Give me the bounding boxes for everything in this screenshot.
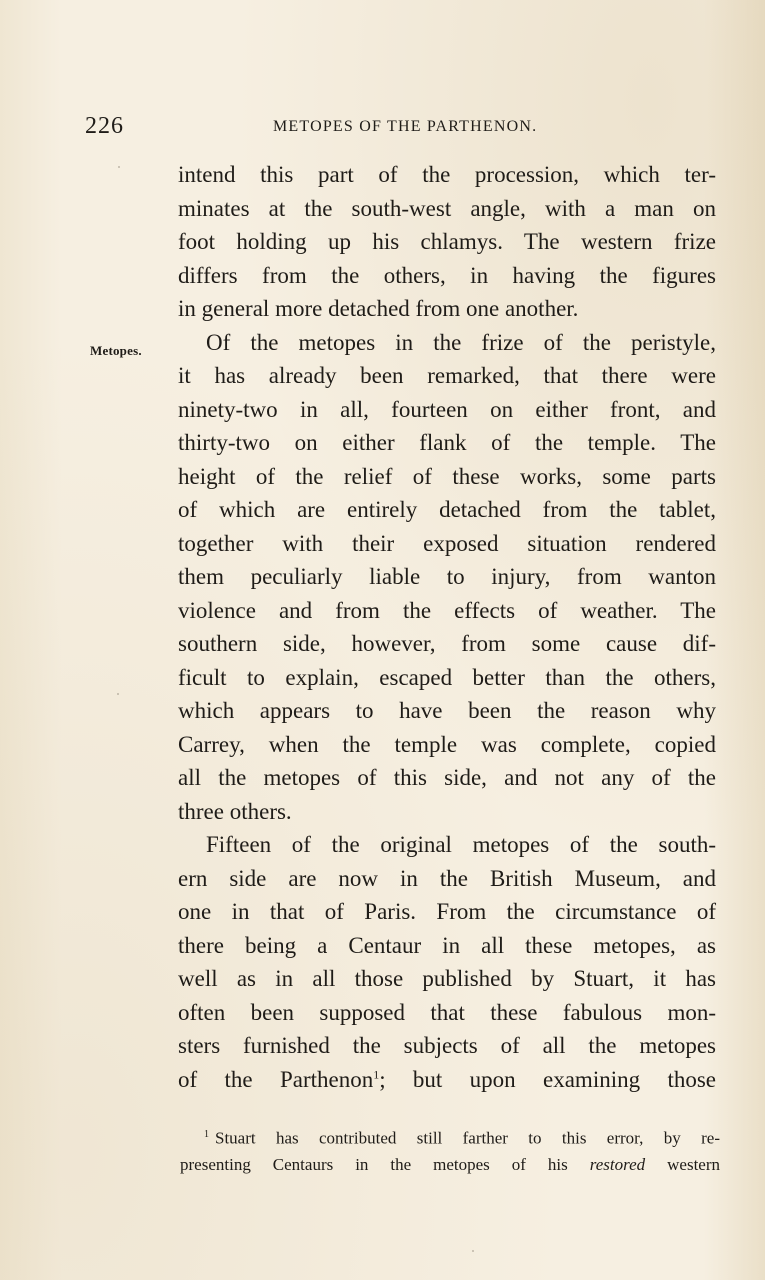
paper-speck — [472, 1250, 474, 1252]
body-line: well as in all those published by Stuart, it has — [178, 966, 716, 991]
body-line-text: of the Parthenon — [178, 1066, 374, 1092]
body-line: one in that of Paris. From the circumstance of — [178, 899, 716, 924]
body-line: it has already been remarked, that there were — [178, 363, 716, 388]
body-line: ninety-two in all, fourteen on either front, and — [178, 396, 716, 422]
body-line: southern side, however, from some cause dif- — [178, 631, 716, 656]
footnote-italic-text: restored — [589, 1155, 646, 1174]
body-line: Fifteen of the original metopes of the south- — [206, 832, 716, 857]
footnote-line — [180, 1120, 720, 1150]
paper-speck — [117, 693, 119, 695]
body-line: foot holding up his chlamys. The western frize — [178, 229, 716, 254]
footnote — [180, 1120, 720, 1180]
body-line: Carrey, when the temple was complete, copied — [178, 731, 716, 757]
body-line: of which are entirely detached from the tablet, — [178, 497, 716, 522]
body-line-text: ; but upon examining those — [379, 1066, 716, 1092]
body-line: them peculiarly liable to injury, from wanton — [178, 564, 716, 589]
body-line: all the metopes of this side, and not any of the — [178, 765, 716, 790]
marginal-note: Metopes. — [90, 343, 142, 358]
page-number: 226 — [85, 113, 124, 139]
footnote-line — [180, 1150, 720, 1180]
footnote-reference: 1 — [373, 1066, 380, 1081]
body-line: intend this part of the procession, which ter- — [178, 162, 716, 187]
running-title: METOPES OF THE PARTHENON. — [273, 118, 538, 135]
body-line: Of the metopes in the frize of the peristyle, — [206, 329, 716, 355]
body-line: often been supposed that these fabulous mon- — [178, 999, 716, 1025]
body-line: differs from the others, in having the figures — [178, 262, 716, 288]
body-line: which appears to have been the reason why — [178, 698, 716, 723]
footnote-text: western — [645, 1155, 721, 1174]
body-text — [178, 158, 716, 1096]
body-line: together with their exposed situation rendered — [178, 530, 716, 556]
footnote-text: presenting Centaurs in the metopes of his — [180, 1155, 590, 1174]
body-line: thirty-two on either flank of the temple. The — [178, 430, 716, 455]
body-line: in general more detached from one another. — [178, 296, 579, 321]
body-line-with-reference — [178, 1063, 716, 1097]
body-line: ern side are now in the British Museum, and — [178, 865, 716, 891]
body-line: minates at the south-west angle, with a man on — [178, 195, 716, 221]
page-header — [85, 113, 615, 141]
body-line: there being a Centaur in all these metopes, as — [178, 932, 716, 958]
body-line: three others. — [178, 798, 292, 824]
body-line: violence and from the effects of weather. The — [178, 597, 716, 623]
body-line: sters furnished the subjects of all the metopes — [178, 1033, 716, 1058]
footnote-marker: 1 — [204, 1129, 209, 1140]
footnote-text: Stuart has contributed still farther to this error, by re- — [215, 1128, 720, 1148]
body-line: height of the relief of these works, some parts — [178, 463, 716, 489]
paper-speck — [118, 166, 120, 168]
body-line: ficult to explain, escaped better than the others, — [178, 664, 716, 690]
